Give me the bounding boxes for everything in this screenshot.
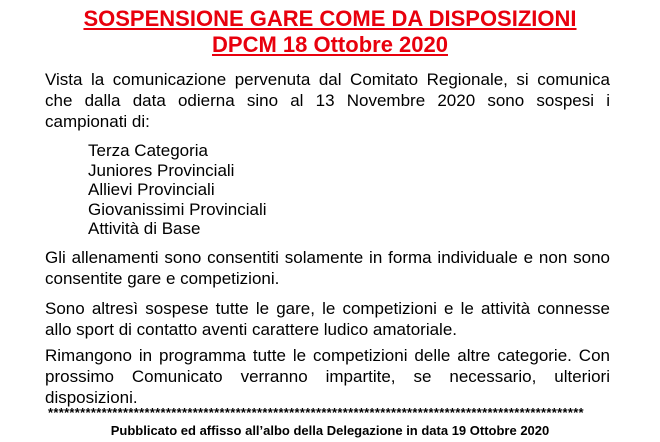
remaining-competitions-paragraph: Rimangono in programma tutte le competizioni delle altre categorie. Con prossimo Comunicato verranno impartite, se necessario, ulteriori disposizioni. xyxy=(45,346,610,407)
title-line-2: DPCM 18 Ottobre 2020 xyxy=(212,32,448,57)
list-item: Juniores Provinciali xyxy=(88,160,235,180)
title-line-1: SOSPENSIONE GARE COME DA DISPOSIZIONI xyxy=(83,6,577,31)
list-item: Giovanissimi Provinciali xyxy=(88,199,267,219)
list-item: Attività di Base xyxy=(88,219,201,238)
training-paragraph: Gli allenamenti sono consentiti solamente in forma individuale e non sono consentite gare e competizioni. xyxy=(45,248,610,288)
list-item: Terza Categoria xyxy=(88,141,209,160)
publication-footer: Pubblicato ed affisso all’albo della Delegazione in data 19 Ottobre 2020 xyxy=(110,423,550,438)
contact-sports-paragraph: Sono altresì sospese tutte le gare, le competizioni e le attività connesse allo sport di contatto aventi carattere ludico amatoriale. xyxy=(45,299,610,339)
list-item: Allievi Provinciali xyxy=(88,180,215,199)
separator-line: **************************************************************************************************** xyxy=(48,405,584,420)
categories-list xyxy=(88,141,267,239)
intro-paragraph: Vista la comunicazione pervenuta dal Comitato Regionale, si comunica che dalla data odierna sino al 13 Novembre 2020 sono sospesi i campionati di: xyxy=(45,70,610,131)
